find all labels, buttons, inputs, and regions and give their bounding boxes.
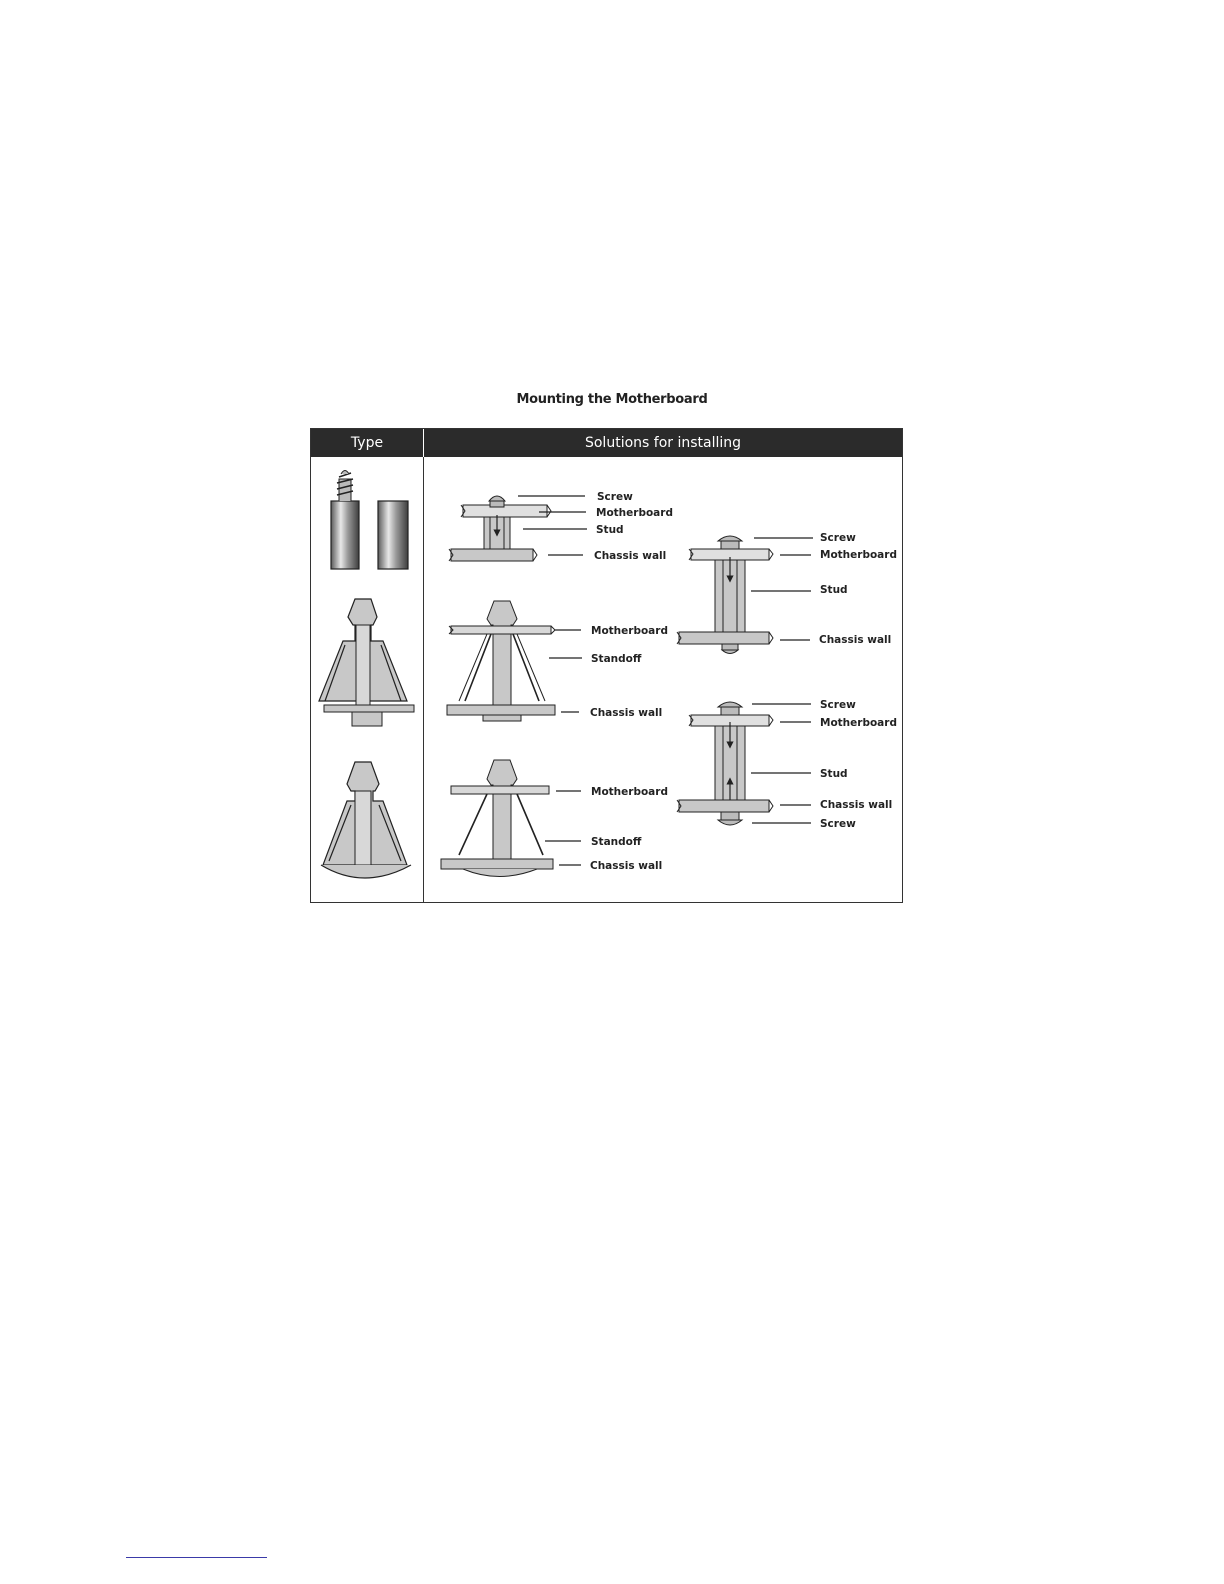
- label-chassis-wall: Chassis wall: [590, 860, 663, 872]
- threaded-stud-icon: [331, 471, 359, 570]
- label-stud: Stud: [820, 584, 848, 596]
- label-motherboard: Motherboard: [820, 717, 897, 729]
- label-motherboard: Motherboard: [591, 625, 668, 637]
- label-motherboard: Motherboard: [820, 549, 897, 561]
- snap-standoff-icon: [319, 599, 414, 726]
- label-chassis-wall: Chassis wall: [820, 799, 893, 811]
- curved-standoff-icon: [321, 762, 411, 878]
- diagram-long-stud: [677, 532, 897, 654]
- figure-title: Mounting the Motherboard: [516, 392, 708, 407]
- label-standoff: Standoff: [591, 836, 642, 848]
- hollow-stud-icon: [378, 501, 408, 569]
- label-chassis-wall: Chassis wall: [594, 550, 667, 562]
- diagram-double-screw-stud: [677, 699, 897, 830]
- header-solutions: Solutions for installing: [424, 429, 902, 457]
- label-standoff: Standoff: [591, 653, 642, 665]
- mounting-figure: [310, 428, 903, 903]
- label-motherboard: Motherboard: [596, 507, 673, 519]
- label-stud: Stud: [596, 524, 624, 536]
- diagram-snap-standoff: [447, 601, 668, 721]
- diagram-curved-standoff: [441, 760, 668, 877]
- label-screw-top: Screw: [820, 699, 856, 711]
- diagram-canvas: [311, 429, 904, 904]
- label-motherboard: Motherboard: [591, 786, 668, 798]
- header-type: Type: [311, 429, 423, 457]
- footnote-rule: [126, 1557, 267, 1558]
- label-screw: Screw: [597, 491, 633, 503]
- label-screw-bottom: Screw: [820, 818, 856, 830]
- label-screw: Screw: [820, 532, 856, 544]
- label-stud: Stud: [820, 768, 848, 780]
- label-chassis-wall: Chassis wall: [819, 634, 892, 646]
- diagram-screw-stud: [449, 491, 673, 562]
- label-chassis-wall: Chassis wall: [590, 707, 663, 719]
